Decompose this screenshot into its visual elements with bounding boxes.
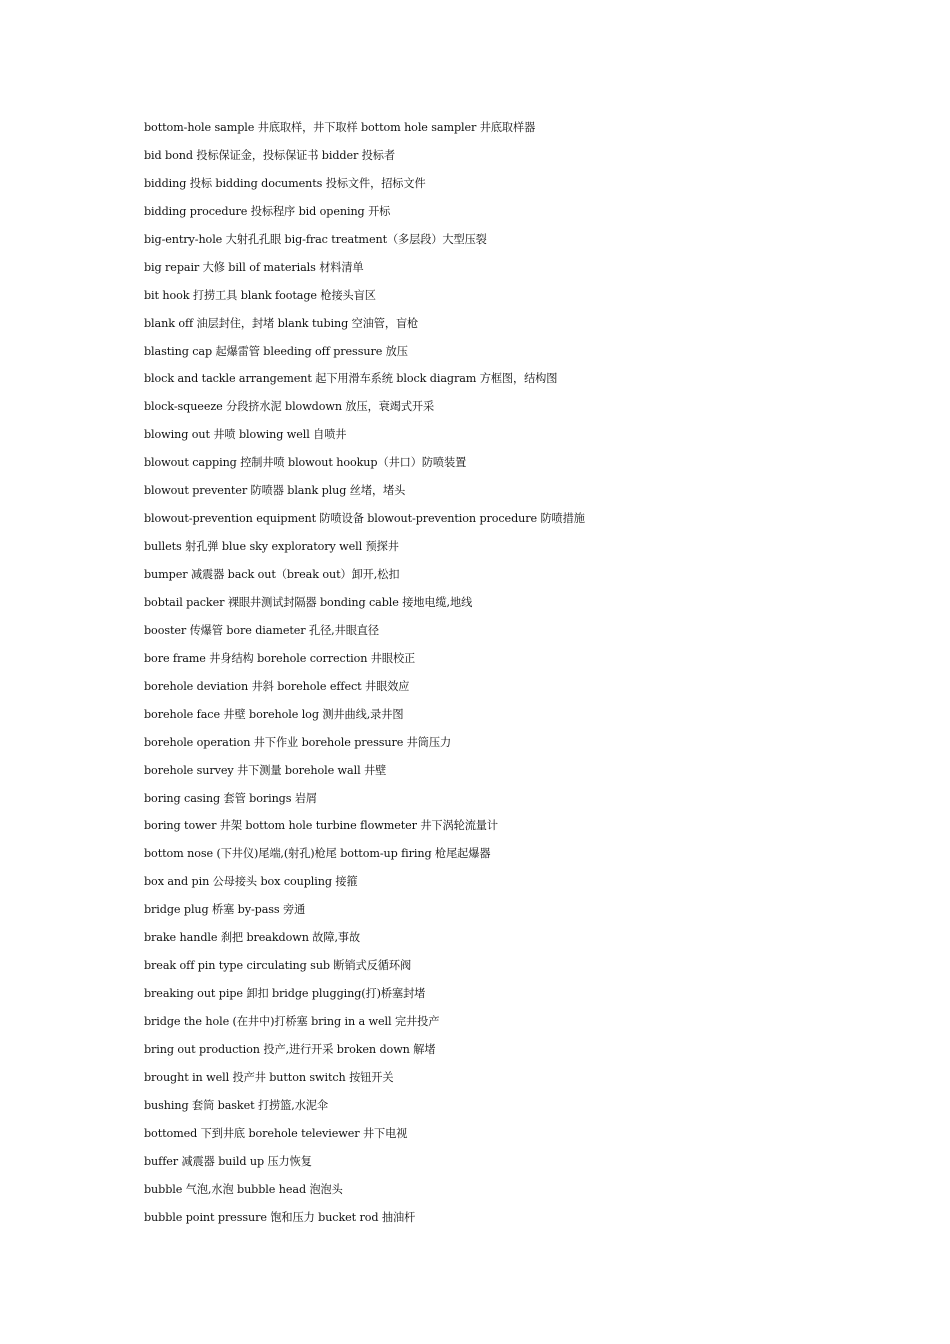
- glossary-line: blowout preventer 防喷器 blank plug 丝堵，堵头: [144, 484, 406, 498]
- glossary-line: blasting cap 起爆雷管 bleeding off pressure 放压: [144, 344, 408, 358]
- glossary-line: brought in well 投产井 button switch 按钮开关: [144, 1070, 394, 1084]
- glossary-line: bubble point pressure 饱和压力 bucket rod 抽油杆: [144, 1210, 416, 1224]
- glossary-line: bushing 套筒 basket 打捞篮,水泥伞: [144, 1098, 328, 1112]
- glossary-line: bobtail packer 裸眼井测试封隔器 bonding cable 接地电缆,地线: [144, 595, 473, 609]
- glossary-line: big repair 大修 bill of materials 材料清单: [144, 260, 364, 274]
- glossary-line: bidding 投标 bidding documents 投标文件，招标文件: [144, 176, 426, 190]
- glossary-line: blowout-prevention equipment 防喷设备 blowout-prevention procedure 防喷措施: [144, 512, 585, 526]
- glossary-line: brake handle 刹把 breakdown 故障,事故: [144, 931, 361, 945]
- glossary-line: bring out production 投产,进行开采 broken down 解堵: [144, 1042, 436, 1056]
- glossary-line: boring tower 井架 bottom hole turbine flowmeter 井下涡轮流量计: [144, 819, 498, 833]
- glossary-list: [144, 119, 864, 1237]
- glossary-line: bidding procedure 投标程序 bid opening 开标: [144, 204, 391, 218]
- glossary-line: bore frame 井身结构 borehole correction 井眼校正: [144, 651, 416, 665]
- glossary-line: bottom nose (下井仪)尾端,(射孔)枪尾 bottom-up firing 枪尾起爆器: [144, 847, 491, 861]
- glossary-line: bottom-hole sample 井底取样，井下取样 bottom hole sampler 井底取样器: [144, 121, 536, 134]
- glossary-line: bridge the hole (在井中)打桥塞 bring in a well 完井投产: [144, 1015, 440, 1028]
- glossary-line: borehole deviation 井斜 borehole effect 井眼效应: [144, 679, 410, 693]
- glossary-line: borehole face 井壁 borehole log 测井曲线,录井图: [144, 707, 404, 721]
- glossary-line: bumper 减震器 back out（break out）卸开,松扣: [144, 568, 400, 581]
- glossary-line: bullets 射孔弹 blue sky exploratory well 预探井: [144, 540, 399, 554]
- glossary-line: block-squeeze 分段挤水泥 blowdown 放压，衰竭式开采: [144, 400, 435, 414]
- glossary-line: box and pin 公母接头 box coupling 接箍: [144, 875, 358, 889]
- glossary-line: booster 传爆管 bore diameter 孔径,井眼直径: [144, 623, 379, 637]
- glossary-line: boring casing 套管 borings 岩屑: [144, 791, 318, 805]
- glossary-line: buffer 减震器 build up 压力恢复: [144, 1154, 312, 1168]
- glossary-line: big-entry-hole 大射孔孔眼 big-frac treatment（多层段）大型压裂: [144, 232, 487, 246]
- glossary-line: block and tackle arrangement 起下用滑车系统 block diagram 方框图，结构图: [144, 372, 558, 386]
- glossary-line: bridge plug 桥塞 by-pass 旁通: [144, 903, 306, 917]
- glossary-line: bit hook 打捞工具 blank footage 枪接头盲区: [144, 288, 376, 302]
- glossary-line: blowout capping 控制井喷 blowout hookup（井口）防喷装置: [144, 456, 467, 470]
- glossary-line: blank off 油层封住，封堵 blank tubing 空油管，盲枪: [144, 316, 419, 330]
- glossary-line: bubble 气泡,水泡 bubble head 泡泡头: [144, 1182, 343, 1196]
- glossary-line: bid bond 投标保证金，投标保证书 bidder 投标者: [144, 148, 395, 162]
- glossary-line: bottomed 下到井底 borehole televiewer 井下电视: [144, 1126, 408, 1140]
- glossary-line: blowing out 井喷 blowing well 自喷井: [144, 428, 347, 442]
- glossary-line: borehole survey 井下测量 borehole wall 井壁: [144, 763, 387, 777]
- glossary-line: borehole operation 井下作业 borehole pressure 井筒压力: [144, 735, 452, 749]
- glossary-line: break off pin type circulating sub 断销式反循环阀: [144, 959, 412, 973]
- glossary-line: breaking out pipe 卸扣 bridge plugging(打)桥塞封堵: [144, 987, 426, 1001]
